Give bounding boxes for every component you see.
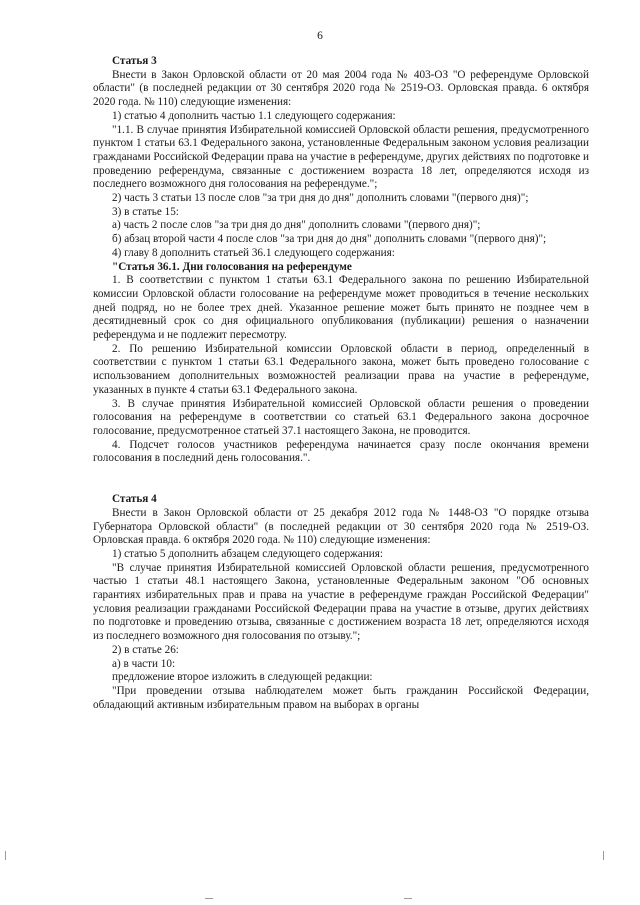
article-3-paragraph: 2) часть 3 статьи 13 после слов "за три дня до дня" дополнить словами "(первого дня)";: [112, 192, 529, 205]
article-36-1-paragraph: 4. Подсчет голосов участников референдума начинается сразу после окончания времени голосования в последний день голосования.".: [93, 438, 589, 465]
article-36-1-paragraph: 3. В случае принятия Избирательной комиссией Орловской области решения о проведении голосования на референдуме в соответствии со статьей 63.1 Федерального закона досрочное голосование, предусмотренное статьей 37.1 настоящего Закона, не проводится.: [93, 397, 589, 437]
article-3-paragraph: а) часть 2 после слов "за три дня до дня" дополнить словами "(первого дня)";: [112, 219, 481, 232]
article-4-paragraph: "При проведении отзыва наблюдателем может быть гражданин Российской Федерации, обладающий активным избирательным правом на выборах в органы: [93, 684, 589, 711]
article-36-1-heading: "Статья 36.1. Дни голосования на референдуме: [112, 260, 352, 273]
article-3-paragraph: б) абзац второй части 4 после слов "за три дня до дня" дополнить словами "(первого дня)";: [112, 233, 547, 246]
article-4-paragraph: "В случае принятия Избирательной комиссией Орловской области решения, предусмотренного частью 1 статьи 48.1 настоящего Закона, установленные Федеральным законом "Об основных гарантиях избирательных прав и права на участие в референдуме граждан Российской Федерации" условия реализации гражданами Российской Федерации права на участие в отзыве, других действиях по подготовке и проведению отзыва, связанные с достижением возраста 18 лет, определяются исходя из последнего возможного дня голосования по отзыву.";: [93, 561, 589, 643]
article-4-paragraph: а) в части 10:: [112, 657, 176, 670]
article-3-paragraph: "1.1. В случае принятия Избирательной комиссией Орловской области решения, предусмотренного пунктом 1 статьи 63.1 Федерального закона, установленные Федеральным законом условия реализации гражданами Российской Федерации права на участие в референдуме, других действиях по подготовке и проведению референдума, связанные с достижением возраста 18 лет, определяются исходя из последнего возможного дня голосования на референдуме.";: [93, 123, 589, 191]
scan-mark: [603, 851, 604, 860]
article-3-title: Статья 3: [112, 55, 157, 67]
article-4-title: Статья 4: [112, 493, 157, 506]
document-body: [93, 55, 589, 712]
scan-mark: [205, 898, 213, 899]
scan-mark: [5, 851, 6, 860]
page-number: 6: [317, 30, 323, 42]
scan-mark: [404, 898, 412, 899]
article-gap: [93, 466, 589, 493]
article-4-paragraph: Внести в Закон Орловской области от 25 декабря 2012 года № 1448-ОЗ "О порядке отзыва Губернатора Орловской области" (в последней редакции от 30 сентября 2020 года № 2519-ОЗ. Орловская правда. 6 октября 2020 года. № 110) следующие изменения:: [93, 506, 589, 547]
article-4-paragraph: предложение второе изложить в следующей редакции:: [112, 671, 373, 684]
article-3-paragraph: 3) в статье 15:: [112, 205, 179, 218]
article-3-paragraph: Внести в Закон Орловской области от 20 мая 2004 года № 403-ОЗ "О референдуме Орловской области" (в последней редакции от 30 сентября 2020 года № 2519-ОЗ. Орловская правда. 6 октября 2020 года. № 110) следующие изменения:: [93, 68, 589, 109]
article-4-paragraph: 2) в статье 26:: [112, 643, 179, 656]
article-36-1-paragraph: 1. В соответствии с пунктом 1 статьи 63.1 Федерального закона по решению Избирательной комиссии Орловской области голосование на референдуме может проводиться в течение нескольких дней подряд, но не более трех дней. Указанное решение может быть принято не позднее чем в десятидневный срок со дня официального опубликования (публикации) решения о назначении референдума и не подлежит пересмотру.: [93, 274, 589, 342]
article-3-paragraph: 4) главу 8 дополнить статьей 36.1 следующего содержания:: [112, 246, 395, 259]
article-3-paragraph: 1) статью 4 дополнить частью 1.1 следующего содержания:: [112, 109, 396, 122]
article-4-paragraph: 1) статью 5 дополнить абзацем следующего содержания:: [112, 547, 383, 560]
article-36-1-paragraph: 2. По решению Избирательной комиссии Орловской области в период, определенный в соответствии с пунктом 1 статьи 63.1 Федерального закона, может быть проведено голосование с использованием дополнительных возможностей реализации права на участие в референдуме, указанных в пункте 4 статьи 63.1 Федерального закона.: [93, 342, 589, 396]
